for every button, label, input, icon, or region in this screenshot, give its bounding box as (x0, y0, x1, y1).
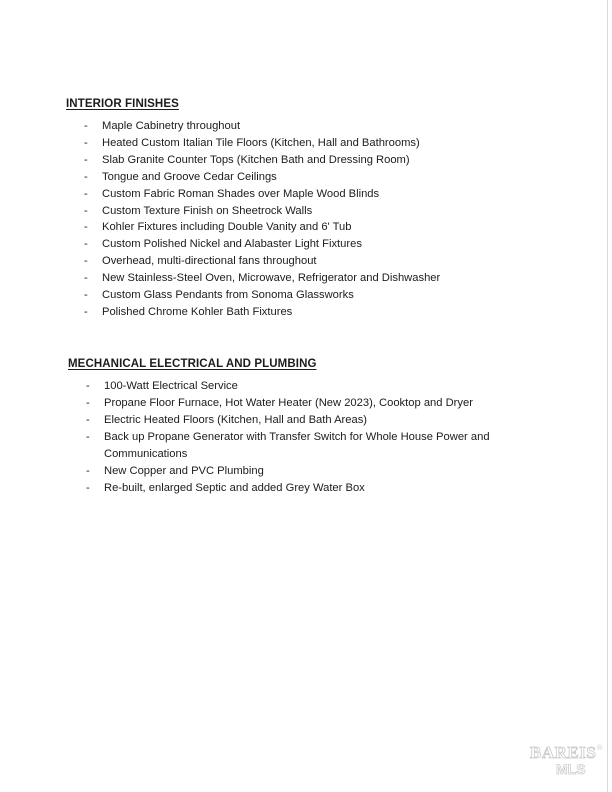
svg-text:®: ® (597, 745, 603, 752)
bullet-dash: - (86, 414, 90, 426)
bullet-dash: - (84, 187, 88, 200)
list-item-text: Overhead, multi-directional fans throughout (102, 255, 317, 268)
mechanical-electrical-plumbing-heading: MECHANICAL ELECTRICAL AND PLUMBING (68, 358, 317, 370)
list-item-text: Propane Floor Furnace, Hot Water Heater (New 2023), Cooktop and Dryer (104, 397, 473, 409)
list-item-text: New Copper and PVC Plumbing (104, 465, 264, 477)
list-item-text: 100-Watt Electrical Service (104, 380, 238, 392)
interior-finishes-section (66, 98, 536, 321)
list-item (68, 480, 538, 497)
mechanical-electrical-plumbing-list (68, 378, 538, 497)
bullet-dash: - (84, 221, 88, 234)
list-item (68, 378, 538, 395)
list-item-text: Custom Glass Pendants from Sonoma Glassworks (102, 289, 354, 302)
list-item-text: Electric Heated Floors (Kitchen, Hall and Bath Areas) (104, 414, 368, 426)
bullet-dash: - (84, 289, 88, 302)
bullet-dash: - (86, 397, 90, 409)
list-item (66, 253, 536, 270)
interior-finishes-list (66, 118, 536, 321)
bullet-dash: - (84, 272, 88, 285)
list-item (66, 135, 536, 152)
list-item-text: Custom Polished Nickel and Alabaster Light Fixtures (102, 238, 362, 251)
list-item (66, 219, 536, 236)
list-item (66, 270, 536, 287)
bullet-dash: - (84, 170, 88, 183)
list-item (68, 412, 538, 429)
bullet-dash: - (86, 431, 90, 443)
bullet-dash: - (86, 380, 90, 392)
list-item (66, 203, 536, 220)
list-item (68, 429, 538, 463)
bullet-dash: - (84, 305, 88, 318)
bullet-dash: - (84, 153, 88, 166)
svg-text:MLS: MLS (556, 761, 586, 777)
list-item (66, 118, 536, 135)
list-item-text: Maple Cabinetry throughout (102, 120, 241, 132)
bullet-dash: - (84, 136, 88, 149)
list-item-text: Slab Granite Counter Tops (Kitchen Bath and Dressing Room) (102, 153, 410, 166)
bullet-dash: - (86, 482, 90, 494)
list-item-text: Tongue and Groove Cedar Ceilings (102, 170, 277, 183)
mechanical-electrical-plumbing-section (68, 358, 538, 497)
bullet-dash: - (86, 465, 90, 477)
bareis-mls-watermark-logo (528, 742, 604, 780)
list-item-text: Custom Fabric Roman Shades over Maple Wood Blinds (102, 187, 380, 200)
interior-finishes-heading: INTERIOR FINISHES (66, 98, 179, 110)
list-item (66, 287, 536, 304)
list-item (68, 395, 538, 412)
list-item (68, 463, 538, 480)
bullet-dash: - (84, 255, 88, 268)
bullet-dash: - (84, 120, 88, 132)
list-item (66, 186, 536, 203)
bullet-dash: - (84, 238, 88, 251)
list-item (66, 236, 536, 253)
list-item (66, 169, 536, 186)
list-item (66, 304, 536, 321)
list-item-text: Back up Propane Generator with Transfer Switch for Whole House Power and Communications (104, 431, 490, 460)
svg-text:BAREIS: BAREIS (530, 743, 597, 762)
list-item-text: Heated Custom Italian Tile Floors (Kitchen, Hall and Bathrooms) (102, 136, 420, 149)
bullet-dash: - (84, 204, 88, 217)
list-item-text: New Stainless-Steel Oven, Microwave, Refrigerator and Dishwasher (102, 272, 441, 285)
list-item (66, 152, 536, 169)
list-item-text: Re-built, enlarged Septic and added Grey Water Box (104, 482, 365, 494)
list-item-text: Polished Chrome Kohler Bath Fixtures (102, 305, 293, 318)
list-item-text: Kohler Fixtures including Double Vanity and 6' Tub (102, 221, 352, 234)
page-edge-line (607, 0, 608, 792)
list-item-text: Custom Texture Finish on Sheetrock Walls (102, 204, 313, 217)
